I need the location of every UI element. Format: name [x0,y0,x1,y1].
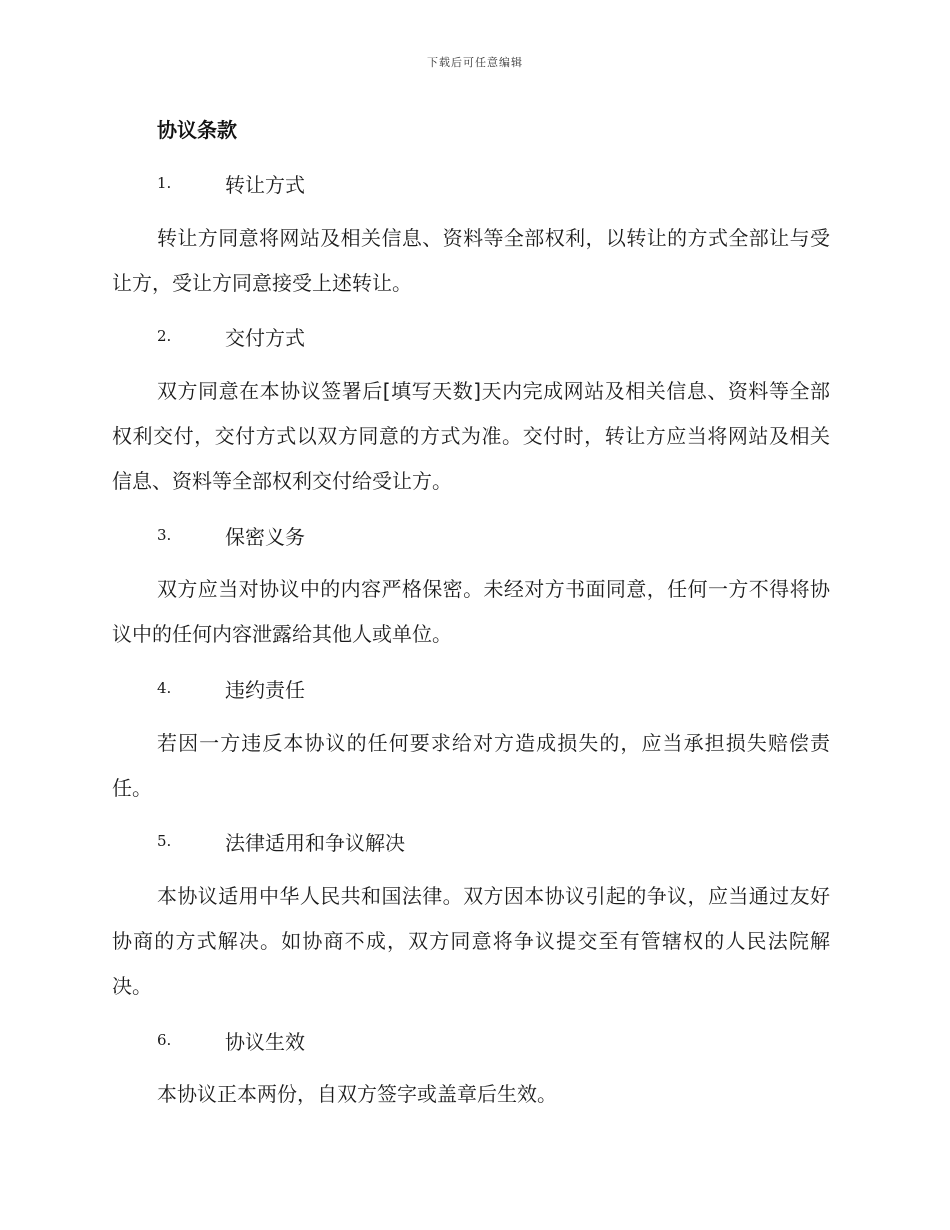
document-title: 协议条款 [157,118,237,142]
section-number: 6. [157,1031,172,1049]
section-number: 1. [157,174,172,192]
section-heading-6 [157,1025,305,1055]
section-heading-4 [157,673,305,703]
section-heading-5 [157,826,405,856]
section-title: 转让方式 [225,172,305,197]
section-number: 2. [157,327,172,345]
header-note: 下载后可任意编辑 [427,56,523,69]
section-title: 违约责任 [225,677,305,702]
section-body-6: 本协议正本两份，自双方签字或盖章后生效。 [157,1082,557,1106]
section-number: 5. [157,832,172,850]
section-heading-2 [157,321,305,351]
section-body-5: 本协议适用中华人民共和国法律。双方因本协议引起的争议，应当通过友好协商的方式解决。如协商不成，双方同意将争议提交至有管辖权的人民法院解决。 [112,884,830,998]
section-number: 3. [157,526,172,544]
section-title: 法律适用和争议解决 [225,830,405,855]
section-body-3: 双方应当对协议中的内容严格保密。未经对方书面同意，任何一方不得将协议中的任何内容泄露给其他人或单位。 [112,577,830,646]
section-title: 交付方式 [225,325,305,350]
section-title: 保密义务 [225,524,305,549]
section-body-4: 若因一方违反本协议的任何要求给对方造成损失的，应当承担损失赔偿责任。 [112,731,830,800]
section-number: 4. [157,679,172,697]
section-title: 协议生效 [225,1029,305,1054]
section-heading-1 [157,168,305,198]
section-body-1: 转让方同意将网站及相关信息、资料等全部权利，以转让的方式全部让与受让方，受让方同意接受上述转让。 [112,226,830,295]
section-heading-3 [157,520,305,550]
section-body-2: 双方同意在本协议签署后[填写天数]天内完成网站及相关信息、资料等全部权利交付，交付方式以双方同意的方式为准。交付时，转让方应当将网站及相关信息、资料等全部权利交付给受让方。 [112,379,830,493]
